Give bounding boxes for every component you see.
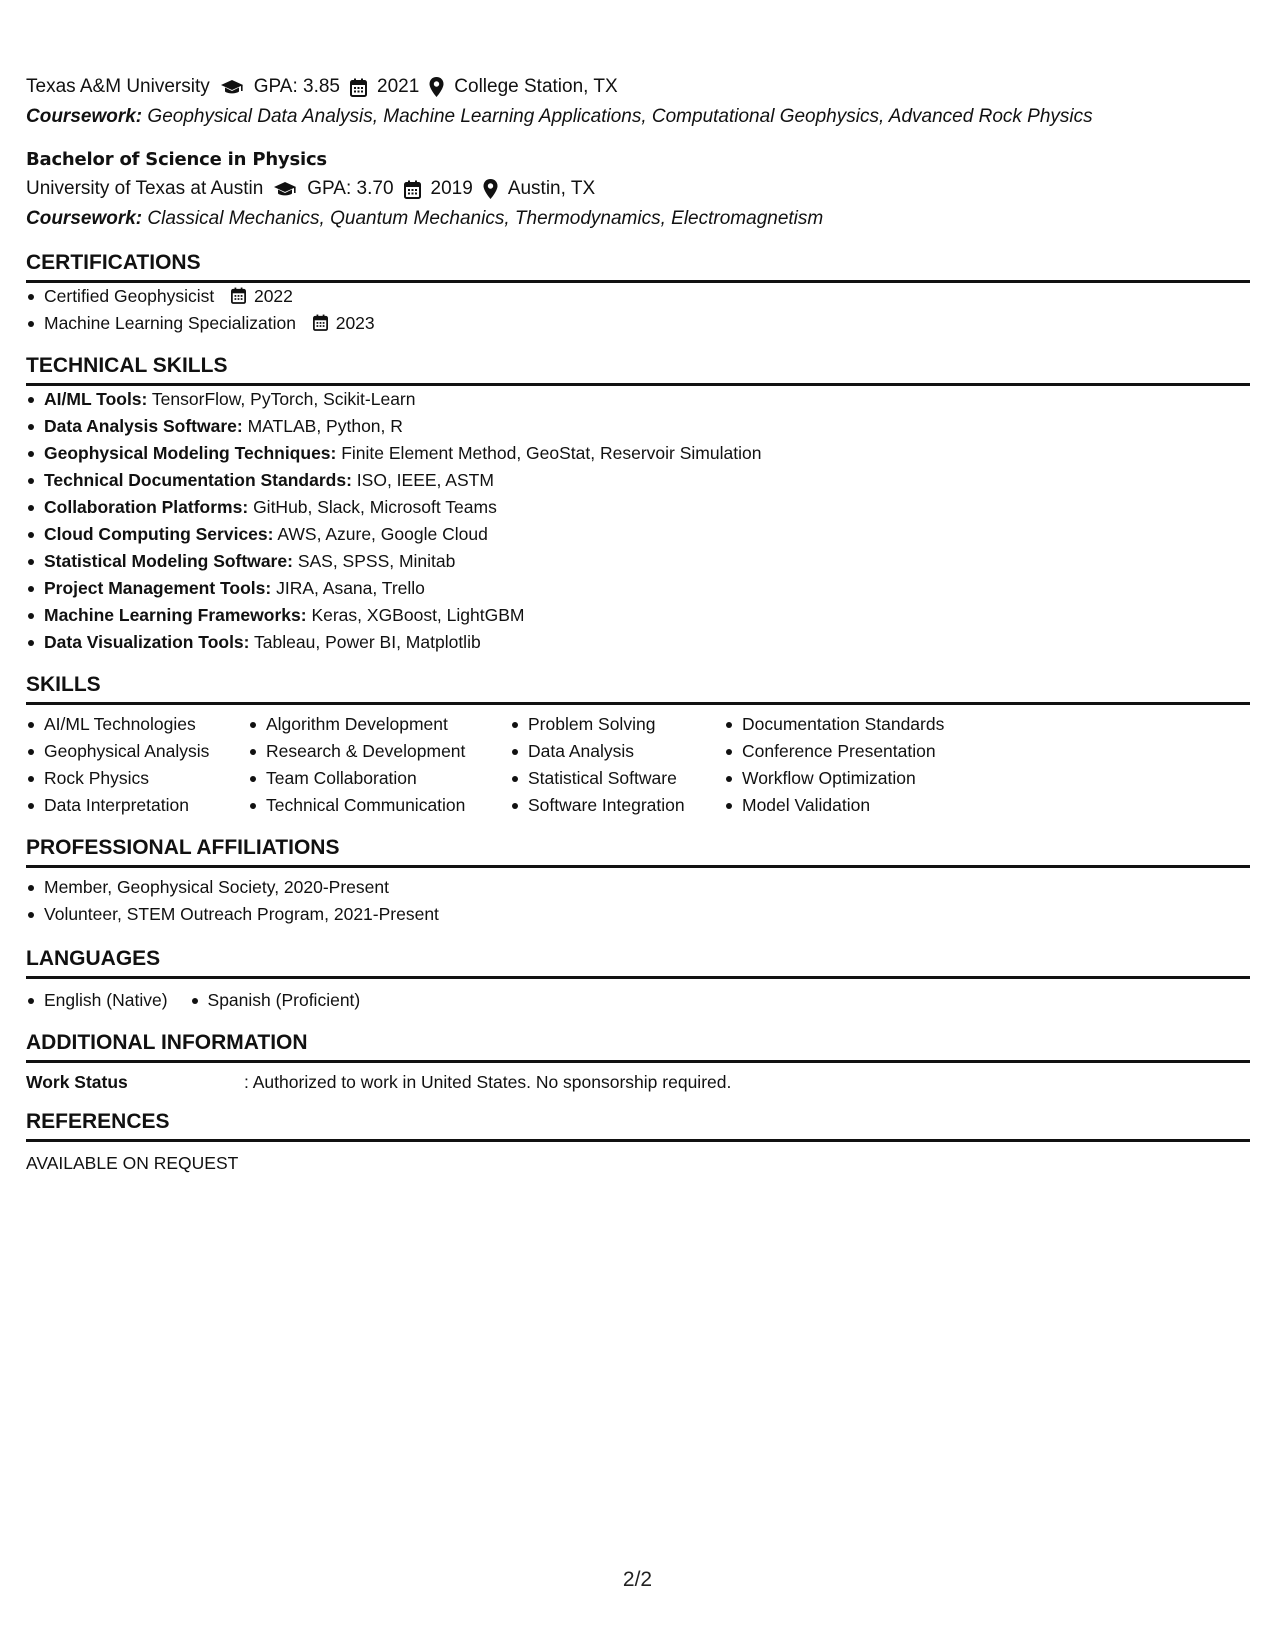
- list-item: Model Validation: [724, 792, 1024, 819]
- list-item: [26, 467, 1250, 494]
- education-meta-line: [26, 72, 1250, 102]
- calendar-icon: [404, 180, 421, 199]
- affiliations-list: [26, 874, 1250, 928]
- skill-category: Statistical Modeling Software:: [44, 551, 293, 571]
- list-item: Statistical Software: [510, 765, 724, 792]
- skills-grid: [26, 711, 1250, 819]
- section-title-certifications: CERTIFICATIONS: [26, 250, 1250, 283]
- list-item: [26, 629, 1250, 656]
- skill-values: SAS, SPSS, Minitab: [297, 551, 456, 571]
- list-item: Geophysical Analysis: [26, 738, 248, 765]
- section-title-skills: SKILLS: [26, 672, 1250, 705]
- certification-year: 2023: [335, 313, 375, 333]
- list-item: Workflow Optimization: [724, 765, 1024, 792]
- calendar-icon: [350, 78, 367, 97]
- certifications-list: [26, 283, 1250, 337]
- skills-column: [248, 711, 510, 819]
- list-item: Data Analysis: [510, 738, 724, 765]
- coursework-label: Coursework:: [26, 208, 143, 229]
- skill-category: Geophysical Modeling Techniques:: [44, 443, 337, 463]
- education-meta-line: [26, 174, 1250, 204]
- skills-column: [26, 711, 248, 819]
- list-item: Spanish (Proficient): [190, 987, 361, 1014]
- list-item: [26, 494, 1250, 521]
- list-item: [26, 413, 1250, 440]
- coursework-list: Classical Mechanics, Quantum Mechanics, Thermodynamics, Electromagnetism: [147, 208, 824, 229]
- list-item: Documentation Standards: [724, 711, 1024, 738]
- list-item: Problem Solving: [510, 711, 724, 738]
- skills-column: [510, 711, 724, 819]
- skill-values: ISO, IEEE, ASTM: [356, 470, 494, 490]
- list-item: Technical Communication: [248, 792, 510, 819]
- list-item: Data Interpretation: [26, 792, 248, 819]
- graduation-year: 2021: [377, 76, 420, 97]
- list-item: Member, Geophysical Society, 2020-Present: [26, 874, 1250, 901]
- section-title-affiliations: PROFESSIONAL AFFILIATIONS: [26, 835, 1250, 868]
- skill-values: TensorFlow, PyTorch, Scikit-Learn: [151, 389, 416, 409]
- skill-category: Collaboration Platforms:: [44, 497, 249, 517]
- skill-values: GitHub, Slack, Microsoft Teams: [253, 497, 497, 517]
- calendar-icon: [231, 287, 246, 304]
- education-entry-2: [26, 146, 1250, 234]
- skill-category: Data Visualization Tools:: [44, 632, 250, 652]
- skill-values: Keras, XGBoost, LightGBM: [311, 605, 525, 625]
- list-item: Research & Development: [248, 738, 510, 765]
- calendar-icon: [313, 314, 328, 331]
- list-item: AI/ML Technologies: [26, 711, 248, 738]
- references-text: AVAILABLE ON REQUEST: [26, 1153, 239, 1173]
- skill-values: Tableau, Power BI, Matplotlib: [254, 632, 481, 652]
- list-item: [26, 310, 1250, 337]
- skill-values: JIRA, Asana, Trello: [276, 578, 425, 598]
- graduation-year: 2019: [430, 178, 473, 199]
- technical-skills-list: [26, 386, 1250, 656]
- location: Austin, TX: [507, 178, 596, 199]
- skill-category: Technical Documentation Standards:: [44, 470, 352, 490]
- languages-row: [26, 987, 1250, 1014]
- skill-values: MATLAB, Python, R: [247, 416, 403, 436]
- list-item: Algorithm Development: [248, 711, 510, 738]
- work-status-value: : Authorized to work in United States. No sponsorship required.: [244, 1072, 732, 1092]
- languages-list: [26, 987, 382, 1014]
- map-pin-icon: [483, 179, 498, 199]
- graduation-cap-icon: [273, 181, 297, 197]
- work-status-row: [26, 1069, 1250, 1095]
- skill-category: AI/ML Tools:: [44, 389, 148, 409]
- page-number: 2/2: [622, 1568, 653, 1591]
- coursework-line: [26, 102, 1250, 132]
- skill-values: Finite Element Method, GeoStat, Reservoir Simulation: [341, 443, 762, 463]
- section-title-references: REFERENCES: [26, 1109, 1250, 1142]
- gpa-value: GPA: 3.70: [307, 178, 394, 199]
- certification-year: 2022: [253, 286, 293, 306]
- location: College Station, TX: [454, 76, 618, 97]
- list-item: [26, 440, 1250, 467]
- section-title-additional-info: ADDITIONAL INFORMATION: [26, 1030, 1250, 1063]
- education-entry-1: [26, 72, 1250, 132]
- skill-category: Project Management Tools:: [44, 578, 272, 598]
- map-pin-icon: [429, 77, 444, 97]
- skill-category: Machine Learning Frameworks:: [44, 605, 307, 625]
- list-item: [26, 283, 1250, 310]
- list-item: [26, 575, 1250, 602]
- list-item: [26, 521, 1250, 548]
- degree-title: Bachelor of Science in Physics: [26, 149, 327, 170]
- list-item: Volunteer, STEM Outreach Program, 2021-Present: [26, 901, 1250, 928]
- institution-name: University of Texas at Austin: [26, 178, 264, 199]
- skill-category: Cloud Computing Services:: [44, 524, 274, 544]
- list-item: Team Collaboration: [248, 765, 510, 792]
- skills-column: [724, 711, 1024, 819]
- gpa-value: GPA: 3.85: [253, 76, 340, 97]
- list-item: [26, 548, 1250, 575]
- list-item: English (Native): [26, 987, 168, 1014]
- coursework-label: Coursework:: [26, 106, 143, 127]
- list-item: [26, 602, 1250, 629]
- skill-values: AWS, Azure, Google Cloud: [277, 524, 488, 544]
- list-item: Rock Physics: [26, 765, 248, 792]
- list-item: Conference Presentation: [724, 738, 1024, 765]
- institution-name: Texas A&M University: [26, 76, 210, 97]
- section-title-technical-skills: TECHNICAL SKILLS: [26, 353, 1250, 386]
- skill-category: Data Analysis Software:: [44, 416, 243, 436]
- graduation-cap-icon: [220, 79, 244, 95]
- coursework-line: [26, 204, 1250, 234]
- list-item: [26, 386, 1250, 413]
- list-item: Software Integration: [510, 792, 724, 819]
- resume-page-2: [26, 72, 1250, 1176]
- section-title-languages: LANGUAGES: [26, 946, 1250, 979]
- certification-name: Certified Geophysicist: [44, 286, 215, 306]
- work-status-label: Work Status: [26, 1072, 128, 1092]
- certification-name: Machine Learning Specialization: [44, 313, 296, 333]
- coursework-list: Geophysical Data Analysis, Machine Learning Applications, Computational Geophysics, Advanced Rock Physics: [147, 106, 1093, 127]
